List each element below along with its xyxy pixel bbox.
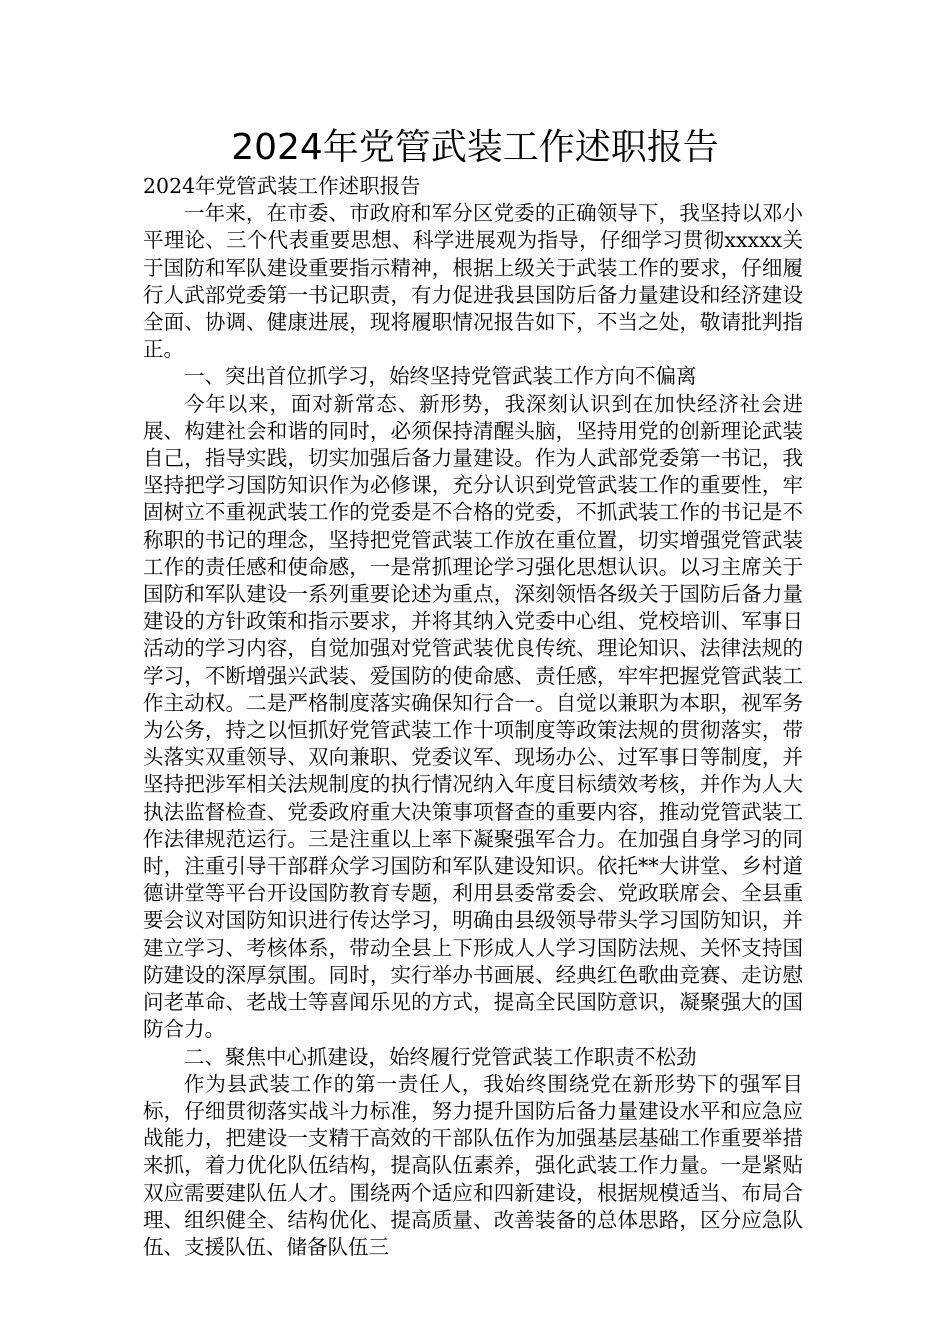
paragraph-section-1: 今年以来，面对新常态、新形势，我深刻认识到在加快经济社会进展、构建社会和谐的同时，必须保持清醒头脑，坚持用党的创新理论武装自己，指导实践，切实加强后备力量建设。作为人武部党委第一书记，我坚持把学习国防知识作为必修课，充分认识到党管武装工作的重要性，牢固树立不重视武装工作的党委是不合格的党委，不抓武装工作的书记是不称职的书记的理念，坚持把党管武装工作放在重位置，切实增强党管武装工作的责任感和使命感，一是常抓理论学习强化思想认识。以习主席关于国防和军队建设一系列重要论述为重点，深刻领悟各级关于国防后备力量建设的方针政策和指示要求，并将其纳入党委中心组、党校培训、军事日活动的学习内容，自觉加强对党管武装优良传统、理论知识、法律法规的学习，不断增强兴武装、爱国防的使命感、责任感，牢牢把握党管武装工作主动权。二是严格制度落实确保知行合一。自觉以兼职为本职，视军务为公务，持之以恒抓好党管武装工作十项制度等政策法规的贯彻落实，带头落实双重领导、双向兼职、党委议军、现场办公、过军事日等制度，并坚持把涉军相关法规制度的执行情况纳入年度目标绩效考核，并作为人大执法监督检查、党委政府重大决策事项督查的重要内容，推动党管武装工作法律规范运行。三是注重以上率下凝聚强军合力。在加强自身学习的同时，注重引导干部群众学习国防和军队建设知识。依托**大讲堂、乡村道德讲堂等平台开设国防教育专题，利用县委常委会、党政联席会、全县重要会议对国防知识进行传达学习，明确由县级领导带头学习国防知识，并建立学习、考核体系，带动全县上下形成人人学习国防法规、关怀支持国防建设的深厚氛围。同时，实行举办书画展、经典红色歌曲竞赛、走访慰问老革命、老战士等喜闻乐见的方式，提高全民国防意识，凝聚强大的国防合力。 bbox=[143, 391, 803, 1042]
document-subtitle: 2024年党管武装工作述职报告 bbox=[143, 174, 421, 198]
document-body bbox=[143, 173, 803, 1261]
page-title: 2024年党管武装工作述职报告 bbox=[231, 127, 719, 168]
section-heading-1: 一、突出首位抓学习，始终坚持党管武装工作方向不偏离 bbox=[184, 364, 697, 389]
paragraph-intro: 一年来，在市委、市政府和军分区党委的正确领导下，我坚持以邓小平理论、三个代表重要思想、科学进展观为指导，仔细学习贯彻xxxxx关于国防和军队建设重要指示精神，根据上级关于武装工作的要求，仔细履行人武部党委第一书记职责，有力促进我县国防后备力量建设和经济建设全面、协调、健康进展，现将履职情况报告如下，不当之处，敬请批判指正。 bbox=[143, 201, 803, 362]
paragraph-section-2: 作为县武装工作的第一责任人，我始终围绕党在新形势下的强军目标，仔细贯彻落实战斗力标准，努力提升国防后备力量建设水平和应急应战能力，把建设一支精干高效的干部队伍作为加强基层基础工作重要举措来抓，着力优化队伍结构，提高队伍素养，强化武装工作力量。一是紧贴双应需要建队伍人才。围绕两个适应和四新建设，根据规模适当、布局合理、组织健全、结构优化、提高质量、改善装备的总体思路，区分应急队伍、支援队伍、储备队伍三 bbox=[143, 1071, 803, 1259]
section-heading-2: 二、聚焦中心抓建设，始终履行党管武装工作职责不松劲 bbox=[184, 1044, 697, 1069]
